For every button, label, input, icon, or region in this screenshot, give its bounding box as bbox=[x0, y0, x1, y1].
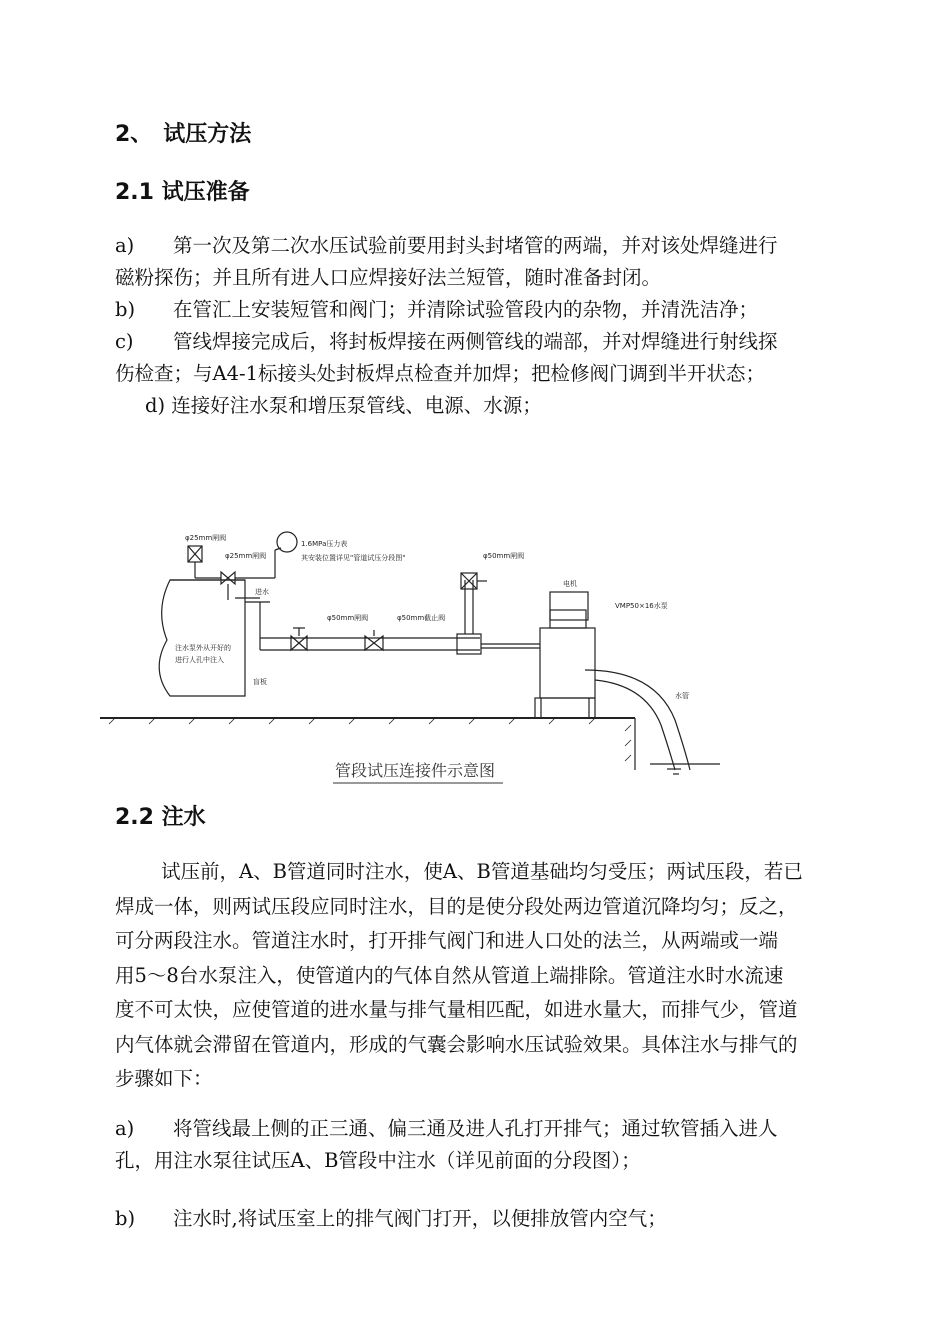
fill-line: 步骤如下： bbox=[115, 1067, 213, 1090]
fill-line: 试压前，A、B管道同时注水，使A、B管道基础均匀受压；两试压段，若已 bbox=[161, 860, 803, 883]
label-valve-50-b: φ50mm闸阀 bbox=[483, 552, 525, 560]
item-label: c) bbox=[115, 330, 134, 353]
section-heading-2-1: 2.1 试压准备 bbox=[115, 180, 250, 205]
figure-caption: 管段试压连接件示意图 bbox=[335, 761, 496, 780]
prep-item-c-cont: 伤检查；与A4-1标接头处封板焊点检查并加焊；把检修阀门调到半开状态； bbox=[115, 362, 765, 385]
fill-line: 用5～8台水泵注入，使管道内的气体自然从管道上端排除。管道注水时水流速 bbox=[115, 963, 784, 987]
fill-step-b bbox=[115, 1203, 885, 1235]
section-heading-2: 2、 试压方法 bbox=[115, 122, 252, 147]
fill-line: 可分两段注水。管道注水时，打开排气阀门和进人口处的法兰，从两端或一端 bbox=[115, 929, 779, 952]
fill-line: 度不可太快，应使管道的进水量与排气量相匹配，如进水量大，而排气少，管道 bbox=[115, 998, 798, 1021]
item-label: a) bbox=[115, 234, 135, 257]
item-text: 将管线最上侧的正三通、偏三通及进人孔打开排气；通过软管插入进人 bbox=[173, 1117, 778, 1140]
section-heading-2-2: 2.2 注水 bbox=[115, 805, 206, 830]
fill-line: 内气体就会滞留在管道内，形成的气囊会影响水压试验效果。具体注水与排气的 bbox=[115, 1032, 798, 1056]
item-label: a) bbox=[115, 1117, 135, 1140]
label-note-2: 进行人孔中注入 bbox=[175, 656, 224, 664]
prep-item-b bbox=[115, 294, 885, 326]
fill-line: 焊成一体，则两试压段应同时注水，目的是使分段处两边管道沉降均匀；反之， bbox=[115, 894, 798, 918]
label-motor: 电机 bbox=[563, 580, 577, 588]
fill-step-a-cont: 孔，用注水泵往试压A、B管段中注水（详见前面的分段图）； bbox=[115, 1149, 641, 1172]
item-label: b) bbox=[115, 298, 136, 321]
prep-item-a-cont: 磁粉探伤；并且所有进人口应焊接好法兰短管，随时准备封闭。 bbox=[115, 266, 662, 289]
fill-paragraph bbox=[115, 855, 885, 1097]
label-gauge: 1.6MPa压力表 bbox=[301, 540, 348, 548]
label-hose: 水管 bbox=[675, 692, 689, 700]
prep-item-a bbox=[115, 230, 885, 262]
item-text: 注水时,将试压室上的排气阀门打开，以便排放管内空气； bbox=[173, 1207, 667, 1230]
prep-item-c bbox=[115, 326, 885, 358]
item-text: 管线焊接完成后，将封板焊接在两侧管线的端部，并对焊缝进行射线探 bbox=[173, 330, 778, 353]
label-gauge-note: 其安装位置详见"管道试压分段图" bbox=[301, 554, 406, 562]
label-pump: VMP50×16水泵 bbox=[615, 602, 668, 610]
item-text: 第一次及第二次水压试验前要用封头封堵管的两端，并对该处焊缝进行 bbox=[173, 234, 778, 257]
item-label: b) bbox=[115, 1207, 136, 1230]
item-text: 在管汇上安装短管和阀门；并清除试验管段内的杂物，并清洗洁净； bbox=[173, 298, 759, 321]
prep-item-d: d) 连接好注水泵和增压泵管线、电源、水源； bbox=[145, 394, 542, 417]
connection-diagram bbox=[95, 520, 855, 790]
label-note-1: 注水泵外从开好的 bbox=[175, 644, 231, 652]
label-check-valve: φ50mm截止阀 bbox=[397, 614, 446, 622]
label-plate: 盲板 bbox=[253, 678, 267, 686]
label-inlet-water: 进水 bbox=[255, 588, 269, 596]
label-valve-50-a: φ50mm闸阀 bbox=[327, 614, 369, 622]
prep-list bbox=[115, 230, 885, 422]
label-valve-25-top: φ25mm闸阀 bbox=[185, 534, 227, 542]
label-valve-25-mid: φ25mm闸阀 bbox=[225, 552, 267, 560]
fill-step-a bbox=[115, 1113, 885, 1177]
